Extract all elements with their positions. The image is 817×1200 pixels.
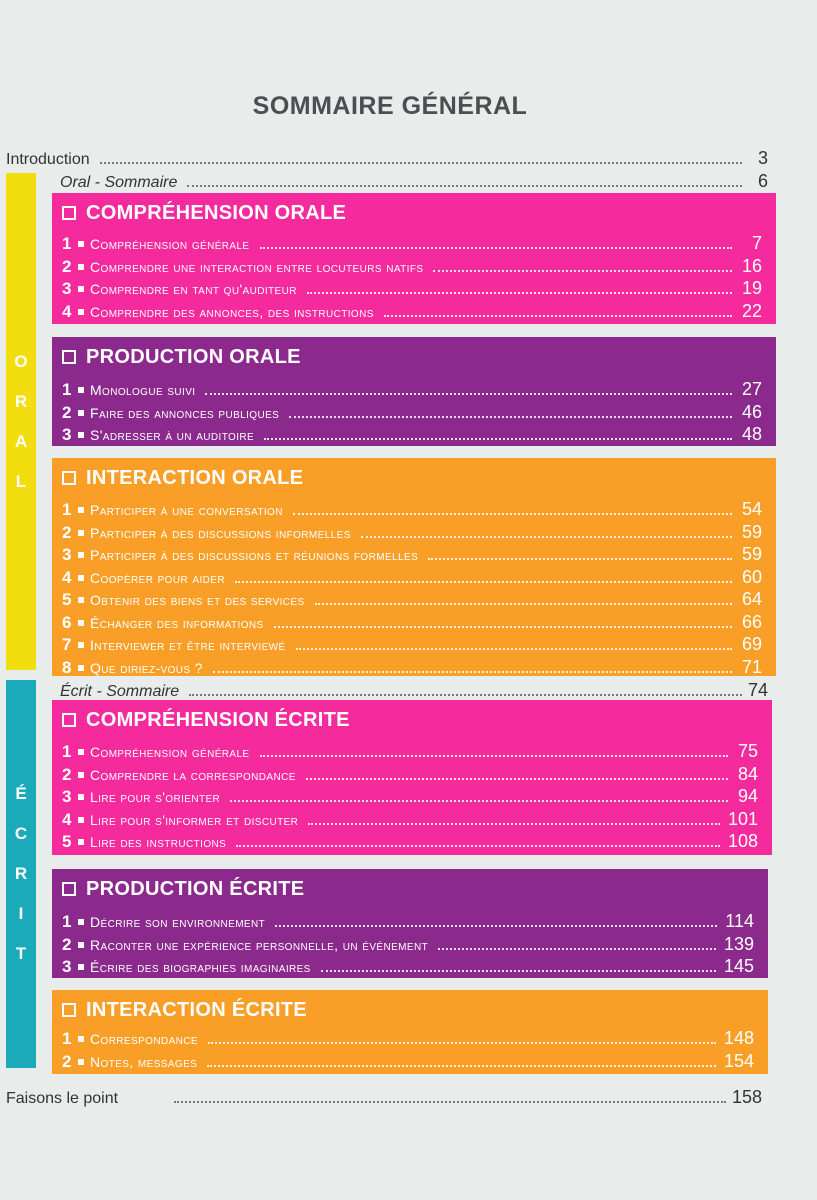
entry-page: 7 [751, 233, 762, 253]
dot-leader [361, 535, 732, 538]
dot-leader [296, 647, 732, 650]
bullet-square-icon [78, 530, 84, 536]
toc-entry[interactable] [62, 786, 758, 809]
dot-leader [100, 161, 742, 164]
dot-leader [321, 969, 716, 972]
row-page: 6 [757, 171, 768, 191]
bullet-square-icon [78, 309, 84, 315]
entry-page: 69 [741, 634, 762, 654]
checkbox-icon [62, 882, 76, 896]
entry-page: 114 [725, 911, 754, 931]
row-label: Oral - Sommaire [60, 174, 178, 191]
toc-entry[interactable] [62, 934, 754, 957]
dot-leader [289, 415, 732, 418]
bullet-square-icon [78, 794, 84, 800]
entry-text: Coopérer pour aider [90, 569, 225, 586]
bullet-square-icon [78, 749, 84, 755]
entry-page: 84 [737, 763, 758, 784]
entry-number: 8 [62, 657, 72, 677]
toc-entry[interactable] [62, 741, 758, 764]
entry-page: 148 [723, 1028, 754, 1048]
bullet-square-icon [78, 552, 84, 558]
checkbox-icon [62, 471, 76, 485]
entry-number: 1 [62, 1029, 72, 1048]
toc-entry[interactable] [62, 544, 762, 567]
entry-number: 3 [62, 279, 72, 298]
toc-row-faisons-le-point[interactable] [6, 1087, 762, 1108]
page-title: SOMMAIRE GÉNÉRAL [252, 92, 528, 120]
entry-text: Comprendre des annonces, des instructions [90, 303, 374, 320]
entry-text: Participer à des discussions et réunions formelles [90, 547, 419, 563]
section-heading-text: COMPRÉHENSION ORALE [86, 201, 347, 224]
bullet-square-icon [78, 839, 84, 845]
entry-text: Raconter une expérience personnelle, un événement [90, 936, 429, 953]
entry-number: 5 [62, 832, 72, 851]
bullet-square-icon [78, 264, 84, 270]
entry-page: 16 [741, 255, 762, 276]
section-production-ecrite [52, 869, 768, 978]
section-heading[interactable] [62, 197, 762, 229]
checkbox-icon [62, 350, 76, 364]
bullet-square-icon [78, 665, 84, 671]
dot-leader [307, 291, 732, 294]
entry-page: 139 [723, 933, 754, 954]
dot-leader [260, 754, 729, 757]
row-label: Introduction [6, 151, 90, 168]
entry-number: 1 [62, 500, 72, 519]
toc-entry[interactable] [62, 499, 762, 522]
entry-page: 19 [741, 278, 762, 298]
entry-text: Monologue suivi [90, 382, 196, 398]
section-heading[interactable] [62, 704, 758, 736]
section-heading-text: COMPRÉHENSION ÉCRITE [86, 708, 350, 731]
toc-entry[interactable] [62, 634, 762, 657]
entry-text: Que diriez-vous ? [90, 659, 203, 676]
sidebar-letter: O [14, 351, 28, 371]
entry-text: Compréhension générale [90, 744, 250, 760]
dot-leader [230, 799, 728, 802]
bullet-square-icon [78, 575, 84, 581]
entry-number: 1 [62, 742, 72, 761]
sidebar-letter: T [15, 944, 27, 963]
row-label: Écrit - Sommaire [60, 683, 180, 700]
entry-text: Interviewer et être interviewé [90, 637, 286, 653]
toc-row-ecrit-sommaire[interactable] [60, 680, 768, 701]
dot-leader [293, 512, 732, 515]
entry-number: 6 [62, 612, 72, 632]
entry-page: 154 [723, 1050, 754, 1071]
bullet-square-icon [78, 387, 84, 393]
section-heading[interactable] [62, 994, 754, 1026]
toc-entry[interactable] [62, 612, 762, 635]
bullet-square-icon [78, 432, 84, 438]
toc-entry[interactable] [62, 402, 762, 425]
toc-entry[interactable] [62, 233, 762, 256]
dot-leader [260, 246, 733, 249]
entry-page: 27 [741, 379, 762, 399]
bullet-square-icon [78, 817, 84, 823]
entry-text: Notes, messages [90, 1053, 198, 1070]
dot-leader [264, 437, 732, 440]
bullet-square-icon [78, 241, 84, 247]
dot-leader [274, 625, 732, 628]
entry-number: 2 [62, 256, 72, 276]
section-production-orale [52, 337, 776, 446]
toc-entry[interactable] [62, 764, 758, 787]
entry-text: Compréhension générale [90, 236, 250, 252]
section-interaction-ecrite [52, 990, 768, 1074]
entry-text: Comprendre une interaction entre locuteurs natifs [90, 258, 424, 275]
row-page: 74 [747, 680, 768, 700]
entry-number: 2 [62, 522, 72, 542]
entry-number: 3 [62, 545, 72, 564]
entry-number: 2 [62, 764, 72, 784]
dot-leader [308, 822, 720, 825]
entry-number: 1 [62, 234, 72, 253]
entry-page: 94 [737, 786, 758, 806]
sidebar-oral [6, 173, 36, 670]
sidebar-letter: C [14, 824, 28, 843]
entry-number: 4 [62, 809, 72, 829]
section-comprehension-ecrite [52, 700, 772, 855]
dot-leader [208, 1041, 716, 1044]
checkbox-icon [62, 206, 76, 220]
toc-entry[interactable] [62, 301, 762, 324]
dot-leader [187, 184, 742, 187]
dot-leader [438, 947, 716, 950]
dot-leader [433, 269, 732, 272]
toc-entry[interactable] [62, 911, 754, 934]
entry-text: Lire pour s'orienter [90, 789, 221, 805]
entry-text: Écrire des biographies imaginaires [90, 959, 311, 975]
bullet-square-icon [78, 1036, 84, 1042]
toc-row-introduction[interactable] [6, 148, 768, 169]
dot-leader [236, 844, 720, 847]
row-label: Faisons le point [6, 1090, 119, 1107]
dot-leader [235, 580, 732, 583]
entry-text: Comprendre la correspondance [90, 766, 296, 783]
checkbox-icon [62, 713, 76, 727]
dot-leader [205, 392, 732, 395]
bullet-square-icon [78, 642, 84, 648]
section-heading[interactable] [62, 873, 754, 905]
dot-leader [189, 693, 742, 696]
dot-leader [275, 924, 717, 927]
entry-number: 3 [62, 425, 72, 444]
entry-number: 7 [62, 635, 72, 654]
sidebar-letter: A [14, 431, 28, 451]
section-interaction-orale [52, 458, 776, 676]
sidebar-ecrit [6, 680, 36, 1068]
toc-entry[interactable] [62, 278, 762, 301]
entry-page: 101 [727, 808, 758, 829]
toc-entry[interactable] [62, 1051, 754, 1074]
sidebar-letter: R [14, 391, 28, 411]
entry-text: Décrire son environnement [90, 914, 266, 930]
dot-leader [207, 1064, 716, 1067]
entry-page: 75 [737, 741, 758, 761]
entry-page: 108 [727, 831, 758, 851]
entry-page: 60 [741, 566, 762, 587]
section-heading[interactable] [62, 341, 762, 373]
section-heading-text: INTERACTION ORALE [86, 466, 304, 489]
dot-leader [384, 314, 732, 317]
entry-page: 46 [741, 401, 762, 422]
section-heading[interactable] [62, 462, 762, 494]
bullet-square-icon [78, 410, 84, 416]
toc-entry[interactable] [62, 424, 762, 447]
toc-entry[interactable] [62, 1028, 754, 1051]
entry-text: Obtenir des biens et des services [90, 592, 305, 608]
entry-text: Échanger des informations [90, 614, 264, 631]
bullet-square-icon [78, 597, 84, 603]
bullet-square-icon [78, 772, 84, 778]
toc-entry[interactable] [62, 522, 762, 545]
toc-entry[interactable] [62, 657, 762, 680]
sidebar-letter: É [15, 784, 27, 803]
bullet-square-icon [78, 964, 84, 970]
bullet-square-icon [78, 507, 84, 513]
entry-number: 2 [62, 1051, 72, 1071]
entry-number: 5 [62, 590, 72, 609]
entry-page: 145 [723, 956, 754, 976]
toc-entry[interactable] [62, 809, 758, 832]
entry-text: Lire pour s'informer et discuter [90, 811, 299, 828]
entry-number: 1 [62, 912, 72, 931]
entry-number: 1 [62, 380, 72, 399]
dot-leader [315, 602, 732, 605]
entry-text: Faire des annonces publiques [90, 404, 280, 421]
toc-entry[interactable] [62, 567, 762, 590]
bullet-square-icon [78, 942, 84, 948]
row-page: 158 [731, 1087, 762, 1107]
bullet-square-icon [78, 1059, 84, 1065]
entry-page: 22 [741, 300, 762, 321]
entry-text: Participer à des discussions informelles [90, 524, 351, 541]
entry-page: 59 [741, 544, 762, 564]
entry-number: 2 [62, 402, 72, 422]
entry-page: 59 [741, 521, 762, 542]
bullet-square-icon [78, 286, 84, 292]
entry-page: 66 [741, 611, 762, 632]
entry-text: Correspondance [90, 1031, 198, 1047]
entry-number: 4 [62, 567, 72, 587]
dot-leader [428, 557, 732, 560]
toc-entry[interactable] [62, 956, 754, 979]
entry-text: Comprendre en tant qu'auditeur [90, 281, 297, 297]
sidebar-letter: R [14, 864, 28, 883]
row-page: 3 [757, 148, 768, 168]
sidebar-letter: L [15, 471, 27, 491]
entry-text: Lire des instructions [90, 834, 227, 850]
bullet-square-icon [78, 620, 84, 626]
dot-leader [306, 777, 728, 780]
sidebar-letter: I [18, 904, 24, 923]
checkbox-icon [62, 1003, 76, 1017]
entry-number: 2 [62, 934, 72, 954]
entry-page: 48 [741, 424, 762, 444]
entry-text: S'adresser à un auditoire [90, 427, 255, 443]
bullet-square-icon [78, 919, 84, 925]
entry-page: 71 [741, 656, 762, 677]
entry-page: 64 [741, 589, 762, 609]
entry-number: 3 [62, 957, 72, 976]
dot-leader [213, 670, 732, 673]
section-heading-text: INTERACTION ÉCRITE [86, 998, 307, 1021]
toc-entry[interactable] [62, 831, 758, 854]
entry-page: 54 [741, 499, 762, 519]
dot-leader [174, 1100, 726, 1103]
section-heading-text: PRODUCTION ORALE [86, 345, 301, 368]
entry-number: 4 [62, 301, 72, 321]
toc-entry[interactable] [62, 256, 762, 279]
toc-entry[interactable] [62, 379, 762, 402]
entry-text: Participer à une conversation [90, 502, 283, 518]
section-comprehension-orale [52, 193, 776, 324]
toc-row-oral-sommaire[interactable] [60, 171, 768, 192]
section-heading-text: PRODUCTION ÉCRITE [86, 877, 305, 900]
entry-number: 3 [62, 787, 72, 806]
toc-entry[interactable] [62, 589, 762, 612]
